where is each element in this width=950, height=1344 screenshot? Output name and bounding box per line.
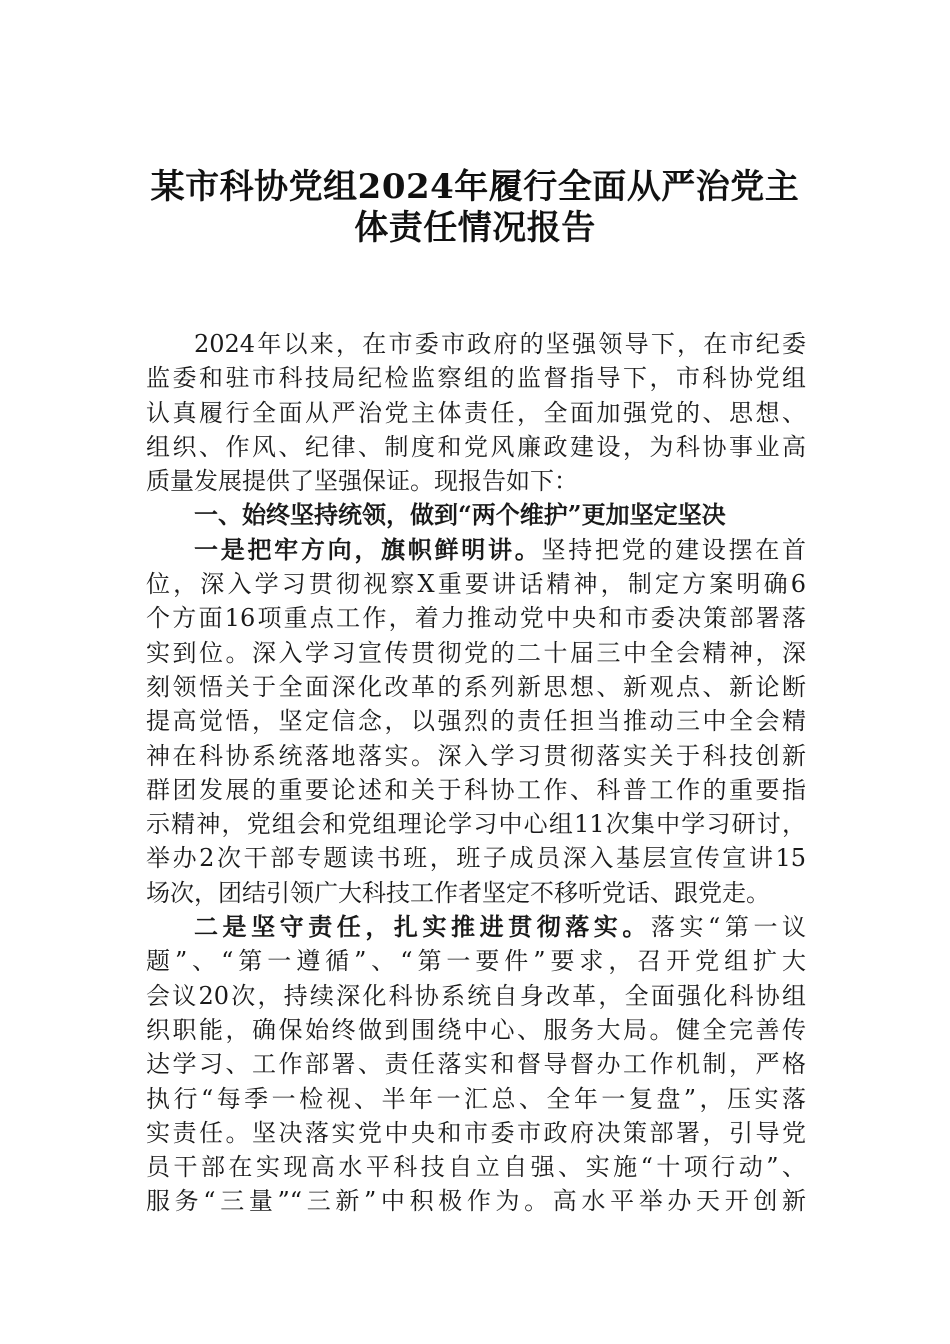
paragraph-line: 员干部在实现高水平科技自立自强、实施“十项行动”、 <box>146 1153 806 1182</box>
document-body <box>146 327 806 1219</box>
paragraph-line: 群团发展的重要论述和关于科协工作、科普工作的重要指 <box>146 775 806 804</box>
paragraph-line: 举办2次干部专题读书班，班子成员深入基层宣传宣讲15 <box>146 844 806 873</box>
document-title-line-2: 体责任情况报告 <box>354 208 596 248</box>
paragraph-lead: 一是把牢方向，旗帜鲜明讲。 <box>194 534 542 564</box>
paragraph-line: 会议20次，持续深化科协系统自身改革，全面强化科协组 <box>146 981 806 1010</box>
paragraph-line: 场次，团结引领广大科技工作者坚定不移听党话、跟党走。 <box>146 878 770 907</box>
section-heading: 一、始终坚持统领，做到“两个维护”更加坚定坚决 <box>194 500 726 530</box>
paragraph-text: 落实“第一议 <box>650 913 806 942</box>
paragraph-line: 达学习、工作部署、责任落实和督导督办工作机制，严格 <box>146 1050 806 1079</box>
paragraph-line: 题”、“第一遵循”、“第一要件”要求，召开党组扩大 <box>146 947 806 976</box>
paragraph-line: 个方面16项重点工作，着力推动党中央和市委决策部署落 <box>146 604 806 633</box>
paragraph-line: 实责任。坚决落实党中央和市委市政府决策部署，引导党 <box>146 1118 806 1147</box>
document-title-line-1: 某市科协党组2024年履行全面从严治党主 <box>150 167 800 207</box>
paragraph-line <box>146 533 806 567</box>
paragraph-line: 认真履行全面从严治党主体责任，全面加强党的、思想、 <box>146 398 806 427</box>
paragraph-line: 服务“三量”“三新”中积极作为。高水平举办天开创新 <box>146 1187 806 1216</box>
paragraph-line: 织职能，确保始终做到围绕中心、服务大局。健全完善传 <box>146 1015 806 1044</box>
paragraph-line: 神在科协系统落地落实。深入学习贯彻落实关于科技创新 <box>146 741 806 770</box>
paragraph-line <box>146 910 806 944</box>
paragraph-line: 提高觉悟，坚定信念，以强烈的责任担当推动三中全会精 <box>146 707 806 736</box>
paragraph-text: 坚持把党的建设摆在首 <box>541 535 807 564</box>
paragraph-line: 质量发展提供了坚强保证。现报告如下： <box>146 467 578 496</box>
paragraph-line: 刻领悟关于全面深化改革的系列新思想、新观点、新论断 <box>146 672 806 701</box>
paragraph-line: 监委和驻市科技局纪检监察组的监督指导下，市科协党组 <box>146 364 806 393</box>
paragraph-line: 示精神，党组会和党组理论学习中心组11次集中学习研讨， <box>146 810 806 839</box>
paragraph-line: 组织、作风、纪律、制度和党风廉政建设，为科协事业高 <box>146 432 806 461</box>
paragraph-line: 2024年以来，在市委市政府的坚强领导下，在市纪委 <box>194 330 806 358</box>
paragraph-line: 执行“每季一检视、半年一汇总、全年一复盘”，压实落 <box>146 1084 806 1113</box>
paragraph-line: 位，深入学习贯彻视察X重要讲话精神，制定方案明确6 <box>146 570 806 599</box>
paragraph-line: 实到位。深入学习宣传贯彻党的二十届三中全会精神，深 <box>146 638 806 667</box>
paragraph-lead: 二是坚守责任，扎实推进贯彻落实。 <box>194 912 651 942</box>
